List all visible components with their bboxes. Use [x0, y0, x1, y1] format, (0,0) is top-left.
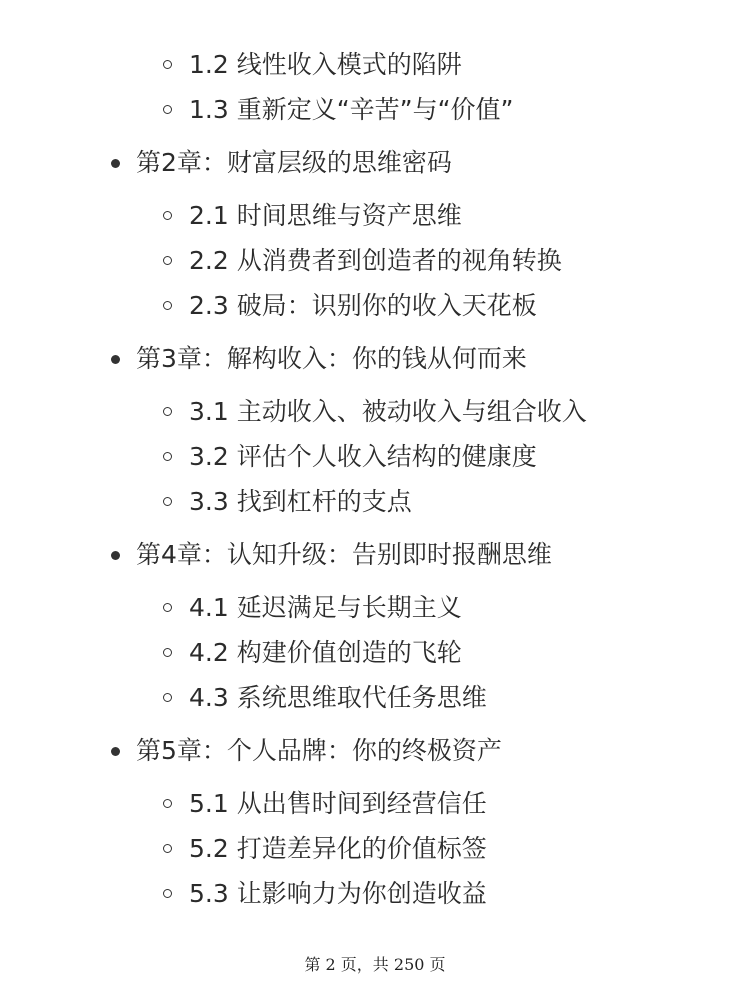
section-item [0, 244, 750, 277]
section-item [0, 199, 750, 232]
section-item [0, 93, 750, 126]
section-title: 5.3 让影响力为你创造收益 [189, 879, 487, 908]
section-item [0, 289, 750, 322]
section-title: 1.3 重新定义“辛苦”与“价值” [189, 95, 514, 124]
section-title: 2.3 破局：识别你的收入天花板 [189, 291, 537, 320]
section-title: 2.2 从消费者到创造者的视角转换 [189, 246, 562, 275]
section-item [0, 832, 750, 865]
hollow-bullet-icon [163, 452, 172, 461]
section-item [0, 681, 750, 714]
section-title: 2.1 时间思维与资产思维 [189, 201, 462, 230]
table-of-contents [0, 48, 750, 922]
chapter-item [0, 538, 750, 571]
section-item [0, 485, 750, 518]
chapter-title: 第4章：认知升级：告别即时报酬思维 [136, 540, 552, 569]
hollow-bullet-icon [163, 844, 172, 853]
hollow-bullet-icon [163, 603, 172, 612]
filled-bullet-icon [111, 355, 120, 364]
section-title: 4.2 构建价值创造的飞轮 [189, 638, 462, 667]
section-title: 1.2 线性收入模式的陷阱 [189, 50, 462, 79]
section-title: 5.2 打造差异化的价值标签 [189, 834, 487, 863]
section-item [0, 395, 750, 428]
section-title: 4.1 延迟满足与长期主义 [189, 593, 462, 622]
section-title: 3.2 评估个人收入结构的健康度 [189, 442, 537, 471]
hollow-bullet-icon [163, 60, 172, 69]
section-item [0, 591, 750, 624]
chapter-item [0, 342, 750, 375]
chapter-title: 第3章：解构收入：你的钱从何而来 [136, 344, 527, 373]
page-number-footer: 第 2 页，共 250 页 [304, 955, 446, 974]
section-item [0, 48, 750, 81]
hollow-bullet-icon [163, 693, 172, 702]
hollow-bullet-icon [163, 648, 172, 657]
section-item [0, 787, 750, 820]
hollow-bullet-icon [163, 889, 172, 898]
filled-bullet-icon [111, 159, 120, 168]
hollow-bullet-icon [163, 105, 172, 114]
hollow-bullet-icon [163, 211, 172, 220]
chapter-title: 第5章：个人品牌：你的终极资产 [136, 736, 502, 765]
section-title: 4.3 系统思维取代任务思维 [189, 683, 487, 712]
hollow-bullet-icon [163, 497, 172, 506]
filled-bullet-icon [111, 747, 120, 756]
section-item [0, 636, 750, 669]
chapter-item [0, 734, 750, 767]
section-title: 5.1 从出售时间到经营信任 [189, 789, 487, 818]
filled-bullet-icon [111, 551, 120, 560]
hollow-bullet-icon [163, 256, 172, 265]
chapter-item [0, 146, 750, 179]
chapter-title: 第2章：财富层级的思维密码 [136, 148, 452, 177]
section-title: 3.1 主动收入、被动收入与组合收入 [189, 397, 587, 426]
hollow-bullet-icon [163, 301, 172, 310]
section-item [0, 440, 750, 473]
section-item [0, 877, 750, 910]
hollow-bullet-icon [163, 799, 172, 808]
section-title: 3.3 找到杠杆的支点 [189, 487, 412, 516]
hollow-bullet-icon [163, 407, 172, 416]
